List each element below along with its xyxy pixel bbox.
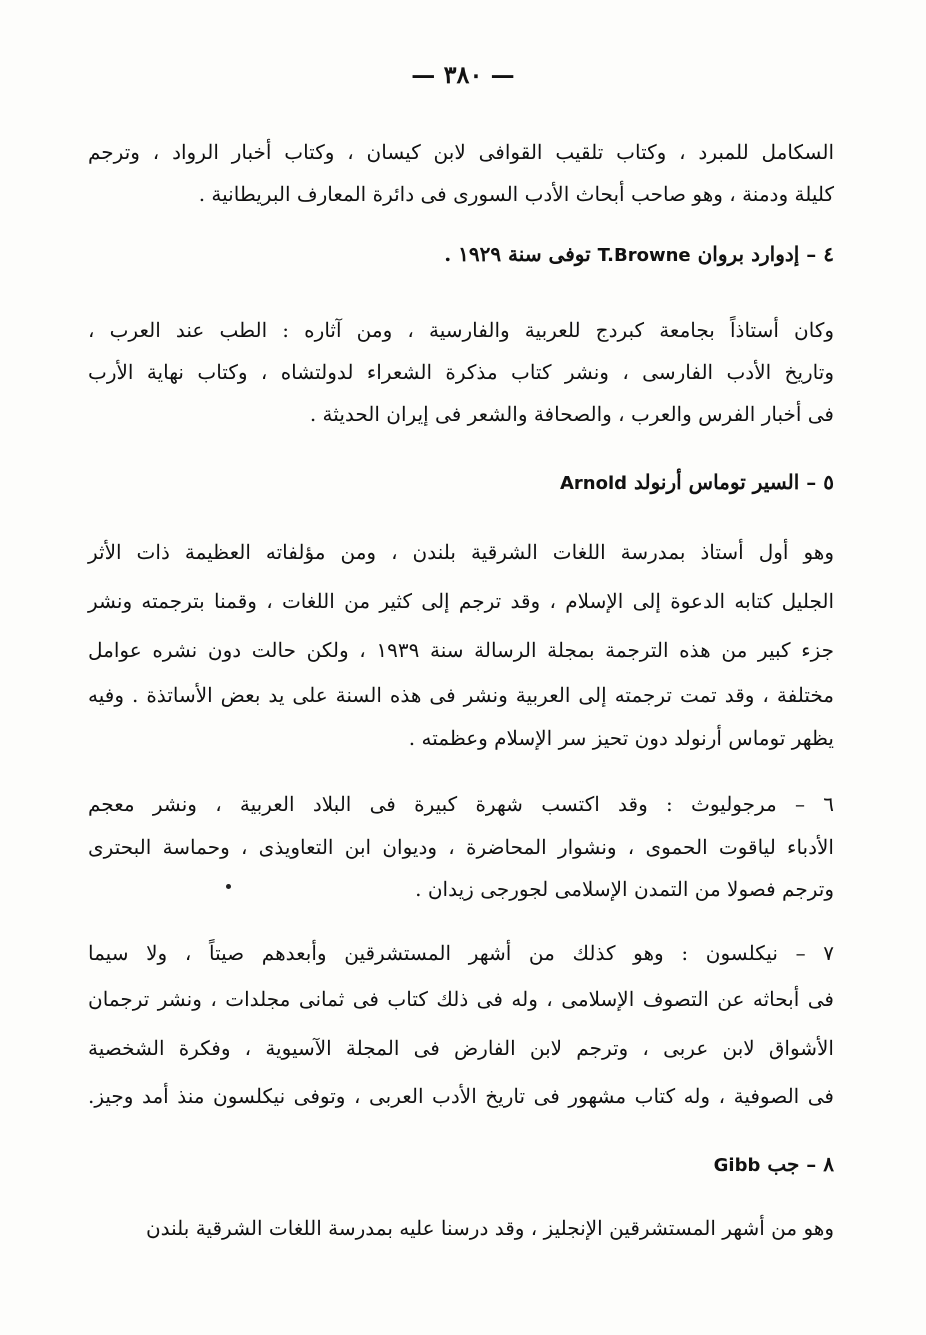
text-line: الجليل كتابه الدعوة إلى الإسلام ، وقد ترجم إلى كثير من اللغات ، وقمنا بترجمته ونشر: [88, 589, 834, 613]
section-heading-4: [444, 238, 834, 270]
heading-text: ٤ – إدوارد بروان: [697, 242, 834, 266]
page-number: — ٣٨٠ —: [411, 60, 515, 89]
text-line: وكان أستاذاً بجامعة كبردج للعربية والفارسية ، ومن آثاره : الطب عند العرب ،: [88, 318, 834, 342]
latin-name: Arnold: [559, 473, 628, 494]
latin-name: T.Browne: [597, 245, 691, 266]
text-line: الأشواق لابن عربى ، وترجم لابن الفارض فى المجلة الآسيوية ، وفكرة الشخصية: [88, 1036, 834, 1060]
heading-text: ٥ – السير توماس أرنولد: [634, 470, 834, 494]
text-line: فى الصوفية ، وله كتاب مشهور فى تاريخ الأدب العربى ، وتوفى نيكلسون منذ أمد وجيز.: [88, 1084, 834, 1108]
text-line: وتاريخ الأدب الفارسى ، ونشر كتاب مذكرة الشعراء لدولتشاه ، وكتاب نهاية الأرب: [88, 360, 834, 384]
scan-speck: [226, 884, 231, 889]
text-line: ٦ – مرجوليوث : وقد اكتسب شهرة كبيرة فى البلاد العربية ، ونشر معجم: [88, 792, 834, 816]
text-line: مختلفة ، وقد تمت ترجمته إلى العربية ونشر فى هذه السنة على يد بعض الأساتذة . وفيه: [88, 683, 834, 707]
heading-text: توفى سنة ١٩٢٩ .: [444, 242, 591, 266]
heading-text: ٨ – جب: [767, 1152, 834, 1176]
text-line: فى أبحاثه عن التصوف الإسلامى ، وله فى ذلك كتاب فى ثمانى مجلدات ، ونشر ترجمان: [88, 987, 834, 1011]
latin-name: Gibb: [713, 1155, 761, 1176]
text-line: وهو أول أستاذ بمدرسة اللغات الشرقية بلندن ، ومن مؤلفاته العظيمة ذات الأثر: [88, 540, 834, 564]
text-line: السكامل للمبرد ، وكتاب تلقيب القوافى لابن كيسان ، وكتاب أخبار الرواد ، وترجم: [88, 140, 834, 164]
text-line: يظهر توماس أرنولد دون تحيز سر الإسلام وعظمته .: [408, 726, 834, 750]
text-line: فى أخبار الفرس والعرب ، والصحافة والشعر فى إيران الحديثة .: [309, 402, 834, 426]
text-line: الأدباء لياقوت الحموى ، ونشوار المحاضرة ، وديوان ابن التعاويذى ، وحماسة البحترى: [88, 835, 834, 859]
text-line: كليلة ودمنة ، وهو صاحب أبحاث الأدب السورى فى دائرة المعارف البريطانية .: [198, 182, 834, 206]
section-heading-5: [560, 466, 834, 498]
text-line: وهو من أشهر المستشرقين الإنجليز ، وقد درسنا عليه بمدرسة اللغات الشرقية بلندن: [145, 1216, 834, 1240]
text-line: جزء كبير من هذه الترجمة بمجلة الرسالة سنة ١٩٣٩ ، ولكن حالت دون نشره عوامل: [88, 638, 834, 662]
text-line: وترجم فصولا من التمدن الإسلامى لجورجى زيدان .: [415, 877, 834, 901]
section-heading-8: [714, 1148, 834, 1180]
text-line: ٧ – نيكلسون : وهو كذلك من أشهر المستشرقين وأبعدهم صيتاً ، ولا سيما: [88, 941, 834, 965]
